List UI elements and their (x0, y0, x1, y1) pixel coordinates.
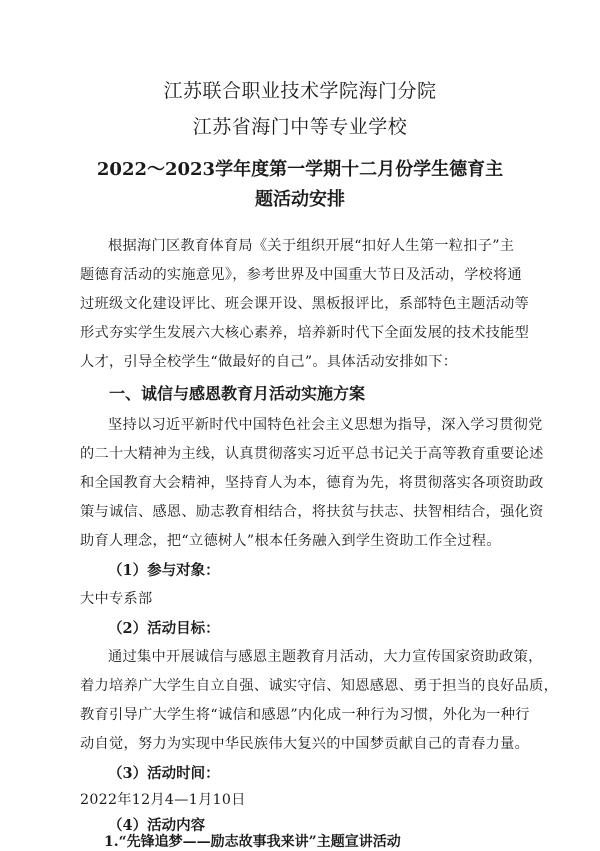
goal-text-line: 动自觉，努力为实现中华民族伟大复兴的中国梦贡献自己的青春力量。 (80, 736, 530, 752)
intro-line: 人才，引导全校学生“做最好的自己”。具体活动安排如下： (80, 354, 458, 370)
intro-line: 根据海门区教育体育局《关于组织开展“扣好人生第一粒扣子”主 (108, 238, 515, 254)
section-paragraph-line: 助育人理念，把“立德树人”根本任务融入到学生资助工作全过程。 (80, 533, 501, 549)
school-name-line2: 江苏省海门中等专业学校 (192, 116, 408, 138)
goal-text-line: 教育引导广大学生将“诚信和感恩”内化成一种行为习惯，外化为一种行 (80, 707, 530, 723)
time-label: （3）活动时间： (108, 765, 220, 782)
document-title-line2: 题活动安排 (255, 189, 345, 210)
section-paragraph-line: 策与诚信、感恩、励志教育相结合，将扶贫与扶志、扶智相结合，强化资 (80, 504, 544, 520)
goal-text-line: 着力培养广大学生自立自强、诚实守信、知恩感恩、勇于担当的良好品质， (80, 678, 559, 694)
section-paragraph-line: 的二十大精神为主线，认真贯彻落实习近平总书记关于高等教育重要论述 (80, 446, 544, 462)
time-value: 2022年12月4—1月10日 (80, 792, 246, 808)
participants-label: （1）参与对象： (108, 562, 220, 579)
section-paragraph-line: 和全国教育大会精神，坚持育人为本，德育为先，将贯彻落实各项资助政 (80, 475, 544, 491)
intro-line: 题德育活动的实施意见》，参考世界及中国重大节日及活动，学校将通 (80, 267, 523, 283)
participants-value: 大中专系部 (80, 591, 153, 607)
intro-line: 形式夯实学生发展六大核心素养，培养新时代下全面发展的技术技能型 (80, 325, 530, 341)
goal-text-line: 通过集中开展诚信与感恩主题教育月活动，大力宣传国家资助政策， (108, 649, 543, 665)
activity-item: 1.“先锋追梦——励志故事我来讲”主题宣讲活动 (104, 834, 401, 850)
section-heading: 一、诚信与感恩教育月活动实施方案 (109, 384, 366, 403)
intro-line: 过班级文化建设评比、班会课开设、黑板报评比，系部特色主题活动等 (80, 296, 530, 312)
goal-label: （2）活动目标： (108, 620, 220, 637)
content-label: （4）活动内容 (108, 817, 206, 834)
section-paragraph-line: 坚持以习近平新时代中国特色社会主义思想为指导，深入学习贯彻党 (108, 417, 543, 433)
document-title-line1: 2022～2023学年度第一学期十二月份学生德育主 (96, 159, 504, 180)
school-name-line1: 江苏联合职业技术学院海门分院 (163, 80, 437, 102)
